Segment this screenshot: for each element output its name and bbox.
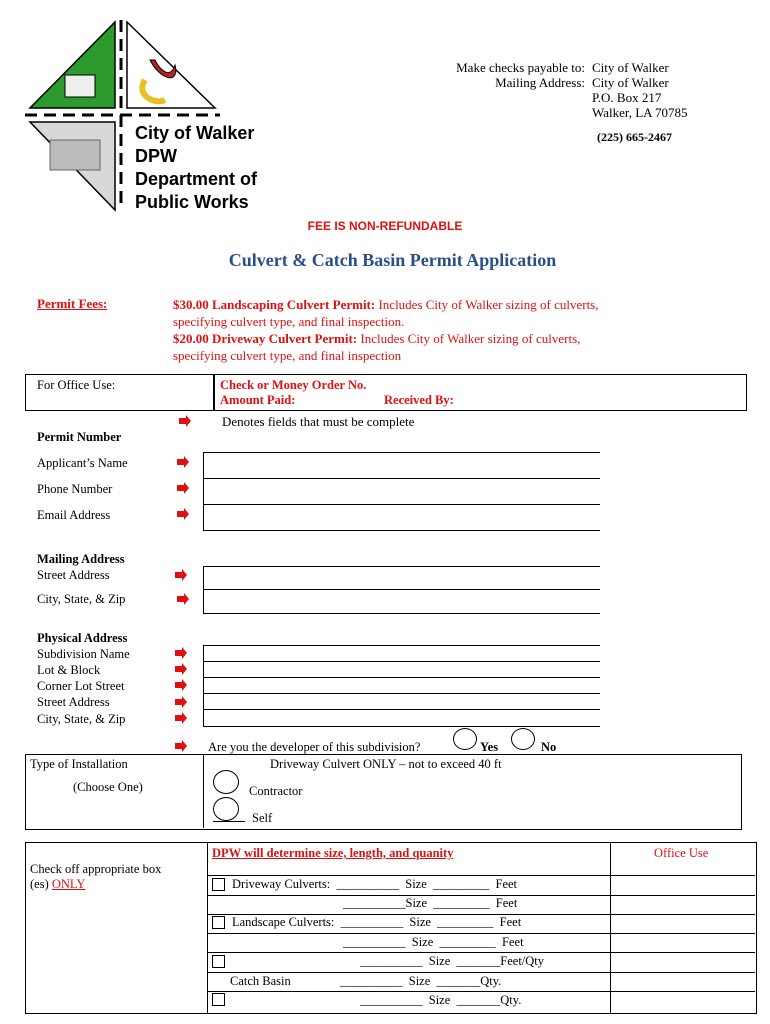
developer-no-radio[interactable] [511, 728, 535, 750]
table-row-line [207, 875, 755, 876]
landscape-culverts-row: Landscape Culverts: __________ Size _________ Feet [232, 915, 522, 929]
required-arrow-icon [177, 482, 189, 494]
required-arrow-icon [175, 679, 187, 691]
physical-city-label: City, State, & Zip [37, 712, 126, 726]
row-5: __________ Size _______Feet/Qty [360, 954, 545, 968]
fee2-text-2: specifying culvert type, and final inspection [173, 348, 402, 363]
email-address-label: Email Address [37, 508, 111, 522]
phone-number: (225) 665-2467 [597, 130, 672, 144]
contractor-label: Contractor [249, 784, 303, 798]
table-row-line [207, 991, 755, 992]
self-underline [213, 821, 245, 822]
field-divider [203, 645, 204, 727]
driveway-culverts-row-2: __________Size _________ Feet [343, 896, 518, 910]
mailing-street-label: Street Address [37, 568, 110, 582]
logo-line-4: Public Works [135, 192, 249, 212]
contractor-radio[interactable] [213, 770, 239, 794]
installation-divider [203, 754, 204, 828]
driveway-culverts-checkbox[interactable] [212, 878, 225, 891]
required-arrow-icon [177, 456, 189, 468]
lot-block-label: Lot & Block [37, 663, 101, 677]
logo-line-2: DPW [135, 146, 177, 166]
office-use-column-label: Office Use [654, 846, 709, 860]
lot-block-field[interactable] [203, 677, 600, 678]
email-address-field[interactable] [203, 530, 600, 531]
table-row-line [207, 972, 755, 973]
required-arrow-icon [175, 712, 187, 724]
page-title: Culvert & Catch Basin Permit Application [228, 250, 557, 270]
self-label: Self [252, 811, 273, 825]
landscape-culverts-row-2: __________ Size _________ Feet [343, 935, 524, 949]
field-divider [203, 452, 204, 531]
permit-number-label: Permit Number [37, 430, 122, 444]
fee1-title: $30.00 Landscaping Culvert Permit: [173, 297, 376, 312]
only-label: ONLY [51, 877, 86, 891]
physical-top-line [203, 645, 600, 646]
mailing-line-1: City of Walker [592, 75, 669, 90]
subdivision-name-field[interactable] [203, 661, 600, 662]
installation-label: Type of Installation [30, 757, 128, 771]
required-arrow-icon [179, 415, 191, 427]
table-divider-2 [610, 842, 611, 1013]
check-off-label: Check off appropriate box [30, 862, 162, 876]
developer-question: Are you the developer of this subdivision? [208, 740, 421, 754]
check-off-label-2 [30, 877, 85, 892]
fee1-text: Includes City of Walker sizing of culverts, [375, 297, 599, 312]
mailing-city-label: City, State, & Zip [37, 592, 126, 606]
office-box-divider [213, 374, 215, 410]
mailing-line-2: P.O. Box 217 [592, 90, 662, 105]
phone-number-label: Phone Number [37, 482, 113, 496]
required-arrow-icon [175, 663, 187, 675]
subdivision-name-label: Subdivision Name [37, 647, 130, 661]
mailing-top-line [203, 566, 600, 567]
check-off-es: (es) [30, 877, 49, 891]
developer-yes-label: Yes [480, 740, 499, 754]
checks-value: City of Walker [592, 60, 669, 75]
choose-one-label: (Choose One) [73, 780, 143, 794]
physical-city-field[interactable] [203, 726, 600, 727]
row-7-checkbox[interactable] [212, 993, 225, 1006]
dpw-determine-label: DPW will determine size, length, and quanity [212, 846, 454, 860]
received-by-label: Received By: [384, 393, 454, 407]
row-5-checkbox[interactable] [212, 955, 225, 968]
self-radio[interactable] [213, 797, 239, 821]
physical-street-field[interactable] [203, 709, 600, 710]
mailing-city-field[interactable] [203, 613, 600, 614]
phone-number-field[interactable] [203, 504, 600, 505]
office-use-label: For Office Use: [37, 378, 116, 392]
table-row-line [207, 952, 755, 953]
catch-basin-label: Catch Basin [230, 974, 291, 988]
required-arrow-icon [175, 569, 187, 581]
logo-line-1: City of Walker [135, 123, 255, 143]
applicant-name-field[interactable] [203, 478, 600, 479]
permit-fees-label: Permit Fees: [37, 296, 108, 311]
row-7: __________ Size _______Qty. [360, 993, 522, 1007]
mailing-line-3: Walker, LA 70785 [592, 105, 688, 120]
logo-line-3: Department of [135, 169, 258, 189]
amount-paid-label: Amount Paid: [220, 393, 296, 407]
driveway-only-label: Driveway Culvert ONLY – not to exceed 40 ft [270, 757, 502, 771]
mailing-address-heading: Mailing Address [37, 552, 125, 566]
applicant-top-line [203, 452, 600, 453]
permit-fees-text [173, 296, 733, 364]
physical-address-heading: Physical Address [37, 631, 128, 645]
fee2-text: Includes City of Walker sizing of culverts, [357, 331, 581, 346]
required-arrow-icon [175, 740, 187, 752]
developer-yes-radio[interactable] [453, 728, 477, 750]
mailing-street-field[interactable] [203, 589, 600, 590]
required-arrow-icon [175, 647, 187, 659]
logo-text [135, 122, 257, 214]
driveway-culverts-row: Driveway Culverts: __________ Size _________ Feet [232, 877, 518, 891]
physical-street-label: Street Address [37, 695, 110, 709]
required-legend: Denotes fields that must be complete [222, 414, 415, 429]
applicant-name-label: Applicant’s Name [37, 456, 128, 470]
mailing-label: Mailing Address: [495, 75, 585, 90]
checks-label: Make checks payable to: [456, 60, 585, 75]
corner-lot-field[interactable] [203, 693, 600, 694]
required-arrow-icon [177, 508, 189, 520]
catch-basin-row: __________ Size _______Qty. [340, 974, 502, 988]
table-row-line [207, 933, 755, 934]
required-arrow-icon [177, 593, 189, 605]
developer-no-label: No [541, 740, 557, 754]
required-arrow-icon [175, 696, 187, 708]
fee2-title: $20.00 Driveway Culvert Permit: [173, 331, 358, 346]
fee-notice: FEE IS NON-REFUNDABLE [307, 219, 463, 233]
check-money-order-label: Check or Money Order No. [220, 378, 367, 392]
fee1-text-2: specifying culvert type, and final inspection. [173, 314, 405, 329]
table-divider-1 [207, 842, 208, 1013]
landscape-culverts-checkbox[interactable] [212, 916, 225, 929]
field-divider [203, 566, 204, 614]
corner-lot-label: Corner Lot Street [37, 679, 125, 693]
